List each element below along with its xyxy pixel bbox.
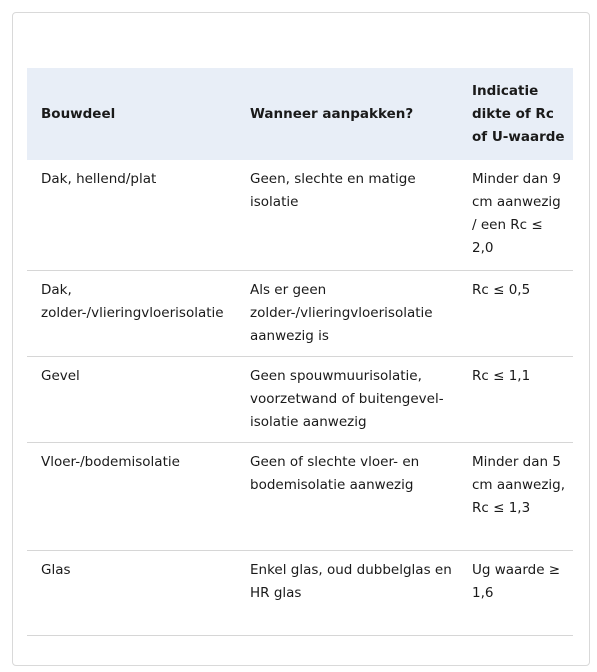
- table-card: [12, 12, 590, 666]
- cell-bouwdeel: Vloer-/bodemisolatie: [27, 442, 236, 550]
- table-body: [27, 160, 573, 635]
- table-row: [27, 160, 573, 270]
- table-row: [27, 270, 573, 356]
- cell-bouwdeel: Dak, hellend/plat: [27, 160, 236, 270]
- cell-indicatie: Minder dan 9 cm aanwezig / een Rc ≤ 2,0: [464, 160, 573, 270]
- insulation-table: [27, 68, 573, 636]
- cell-wanneer: Geen of slechte vloer- en bodemisolatie aanwezig: [236, 442, 464, 550]
- cell-bouwdeel: Glas: [27, 550, 236, 635]
- table-row: [27, 442, 573, 550]
- header-wanneer: Wanneer aanpakken?: [250, 105, 414, 122]
- cell-indicatie: Rc ≤ 1,1: [464, 356, 573, 442]
- table-header: [27, 68, 573, 160]
- header-bouwdeel: Bouwdeel: [41, 105, 116, 122]
- cell-wanneer: Enkel glas, oud dubbelglas en HR glas: [236, 550, 464, 635]
- cell-bouwdeel: Gevel: [27, 356, 236, 442]
- header-indicatie: Indicatie dikte of Rc of U-waarde: [472, 82, 565, 145]
- cell-wanneer: Als er geen zolder-/vlieringvloerisolatie aanwezig is: [236, 270, 464, 356]
- cell-wanneer: Geen spouwmuurisolatie, voorzetwand of buitengevelisolatie aanwezig: [236, 356, 464, 442]
- cell-wanneer: Geen, slechte en matige isolatie: [236, 160, 464, 270]
- header-row: [27, 68, 573, 160]
- cell-indicatie: Minder dan 5 cm aanwezig, Rc ≤ 1,3: [464, 442, 573, 550]
- table-row: [27, 356, 573, 442]
- table-row: [27, 550, 573, 635]
- cell-bouwdeel: Dak, zolder-/vlieringvloerisolatie: [27, 270, 236, 356]
- cell-indicatie: Rc ≤ 0,5: [464, 270, 573, 356]
- cell-indicatie: Ug waarde ≥ 1,6: [464, 550, 573, 635]
